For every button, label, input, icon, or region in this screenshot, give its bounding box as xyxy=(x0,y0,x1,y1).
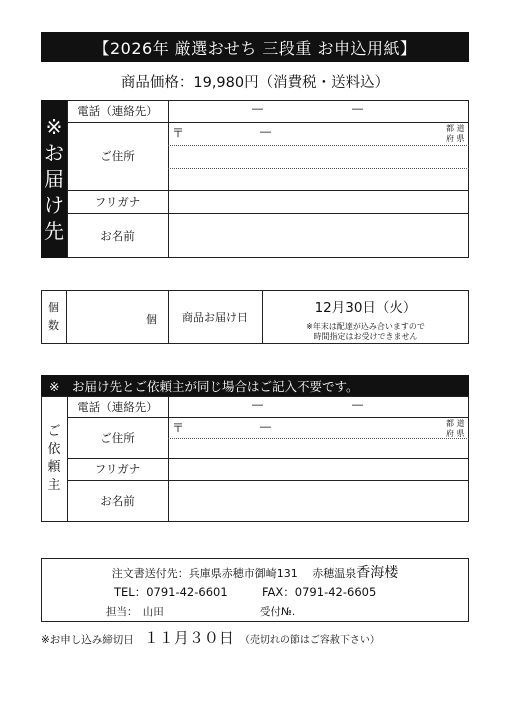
pref-label-bottom: 府 県 xyxy=(446,134,465,143)
delivery-address-label: ご住所 xyxy=(100,149,135,163)
delivery-date-label: 商品お届け日 xyxy=(182,311,248,324)
req-pref-top: 都 道 xyxy=(446,419,465,428)
delivery-phone-label: 電話（連絡先） xyxy=(77,104,158,118)
date-note-2: 時間指定はお受けできません xyxy=(313,332,418,341)
postal-mark: 〒 xyxy=(172,126,185,140)
req-phone-dash-2: ― xyxy=(352,398,363,411)
delivery-kana-label: フリガナ xyxy=(94,194,141,209)
requester-kana-input[interactable] xyxy=(168,458,469,480)
requester-phone-label: 電話（連絡先） xyxy=(77,399,158,414)
staff-name: 担当： 山田 xyxy=(106,606,164,618)
postal-dash: ― xyxy=(260,125,271,138)
price-line: 商品価格：19,980円（消費税・送料込） xyxy=(120,74,390,91)
req-phone-dash-1: ― xyxy=(252,398,263,411)
shop-name: 香海楼 xyxy=(356,565,399,581)
delivery-address-input[interactable] xyxy=(168,122,469,190)
delivery-name-input[interactable] xyxy=(168,213,469,258)
requester-kana-label: フリガナ xyxy=(94,462,141,476)
delivery-side-label: ※ お 届 け 先 xyxy=(41,100,67,258)
requester-side-label: ご 依 頼 主 xyxy=(47,424,61,493)
receipt-number-label: 受付№. xyxy=(260,606,296,618)
delivery-phone-input[interactable] xyxy=(168,100,469,122)
pref-label-top: 都 道 xyxy=(446,124,465,133)
deadline-label: ※お申し込み締切日 xyxy=(41,634,134,646)
phone-dash-1: ― xyxy=(252,102,263,115)
delivery-date-value: 12月30日（火） xyxy=(314,300,417,316)
req-pref-bottom: 府 県 xyxy=(446,429,465,438)
requester-name-label: お名前 xyxy=(100,494,135,508)
phone-dash-2: ― xyxy=(352,102,363,115)
qty-unit: 個 xyxy=(146,313,157,326)
deadline-line xyxy=(41,627,481,648)
tel-number: TEL：0791-42-6601 xyxy=(114,585,228,599)
fax-number: FAX：0791-42-6605 xyxy=(262,585,377,599)
delivery-kana-input[interactable] xyxy=(168,190,469,213)
qty-label: 個 数 xyxy=(48,301,59,332)
requester-name-input[interactable] xyxy=(168,480,469,522)
requester-address-label: ご住所 xyxy=(100,430,135,445)
send-to-address: 注文書送付先：兵庫県赤穂市御崎131 赤穂温泉 xyxy=(111,567,357,580)
deadline-date: １１月３０日 xyxy=(143,629,234,647)
req-postal-mark: 〒 xyxy=(172,421,185,435)
req-postal-dash: ― xyxy=(260,420,271,433)
delivery-name-label: お名前 xyxy=(100,228,135,243)
send-to-line xyxy=(41,562,469,582)
form-title: 【2026年 厳選おせち 三段重 お申込用紙】 xyxy=(41,32,469,62)
requester-banner: ※ お届け先とご依頼主が同じ場合はご記入不要です。 xyxy=(41,375,469,396)
date-note-1: ※年末は配達が込み合いますので xyxy=(306,322,425,331)
requester-phone-input[interactable] xyxy=(168,396,469,417)
deadline-note: （売切れの節はご容赦下さい） xyxy=(239,635,380,646)
